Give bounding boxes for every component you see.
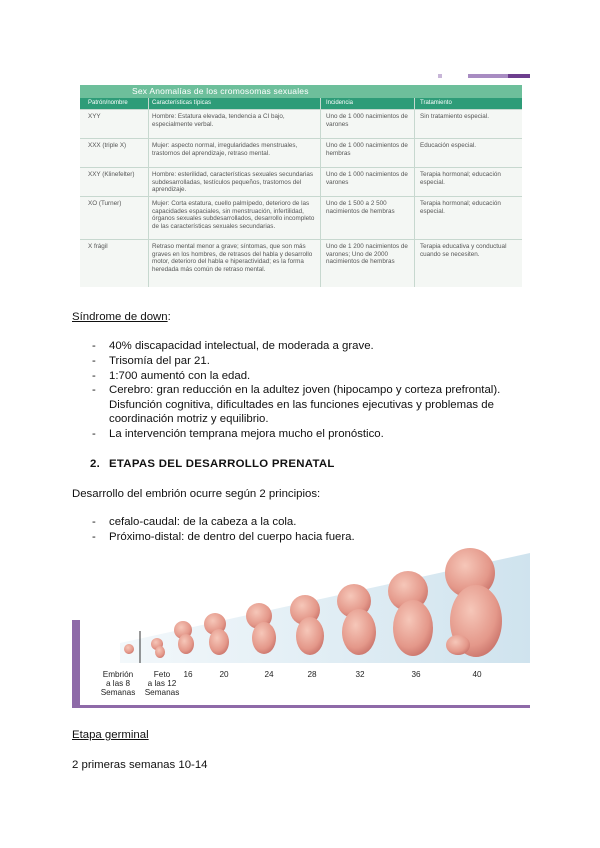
list-item: Próximo-distal: de dentro del cuerpo hacia fuera. (109, 531, 355, 543)
table-cell-traits: Mujer: aspecto normal, irregularidades menstruales, trastornos del aprendizaje, retraso mental. (152, 142, 298, 157)
table-cell-incidence: Uno de 1 200 nacimientos de varones; Uno de 2000 nacimientos de hembras (326, 243, 408, 266)
down-syndrome-title: Síndrome de down (72, 311, 168, 323)
bullet-dash: - (92, 531, 96, 543)
figure-label-week: 40 (472, 670, 482, 679)
list-item: La intervención temprana mejora mucho el pronóstico. (109, 428, 384, 440)
figure-label-embryo (96, 670, 140, 697)
bottom-purple-bar (72, 705, 530, 708)
bullet-dash: - (92, 340, 96, 352)
table-cell-name: XXX (triple X) (88, 142, 127, 149)
table-cell-treatment: Terapia hormonal; educación especial. (420, 200, 501, 215)
section-title: ETAPAS DEL DESARROLLO PRENATAL (109, 458, 335, 470)
figure-label-week: 24 (264, 670, 274, 679)
table-cell-name: X frágil (88, 243, 108, 250)
table-cell-treatment: Terapia hormonal; educación especial. (420, 171, 501, 186)
left-purple-bar (72, 620, 80, 708)
table-cell-traits: Retraso mental menor a grave; síntomas, que son más graves en los hombres, de retrasos del habla y desarrollo motor, deterioro del habla e hiperactividad; es la forma heredada más común de retraso mental. (152, 243, 313, 273)
table-cell-incidence: Uno de 1 000 nacimientos de varones (326, 113, 408, 128)
table-cell-treatment: Sin tratamiento especial. (420, 113, 489, 120)
bullet-dash: - (92, 516, 96, 528)
table-cell-name: XO (Turner) (88, 200, 122, 207)
figure-label-week: 28 (307, 670, 317, 679)
table-cell-traits: Mujer: Corta estatura, cuello palmípedo, deterioro de las capacidades espaciales, sin menstruación, infertilidad, órganos sexuales subdesarrollados, desarrollo incompleto de las características sexuales secundarias. (152, 200, 315, 230)
bullet-dash: - (92, 370, 96, 382)
table-title: Sex Anomalías de los cromosomas sexuales (132, 86, 309, 96)
table-cell-name: XYY (88, 113, 101, 120)
table-row (80, 138, 522, 167)
bullet-dash: - (92, 384, 96, 396)
list-item: Trisomía del par 21. (109, 355, 210, 367)
table-row (80, 239, 522, 287)
down-syndrome-colon: : (167, 311, 171, 323)
table-cell-traits: Hombre: Estatura elevada, tendencia a CI bajo, especialmente verbal. (152, 113, 285, 128)
sex-chromosome-anomalies-table (80, 85, 522, 287)
table-header-cell: Tratamiento (420, 100, 452, 106)
table-row (80, 196, 522, 239)
list-item: cefalo-caudal: de la cabeza a la cola. (109, 516, 297, 528)
bullet-dash: - (92, 355, 96, 367)
table-cell-treatment: Terapia educativa y conductual cuando se necesiten. (420, 243, 507, 258)
list-item: 1:700 aumentó con la edad. (109, 370, 251, 382)
table-title-bar (80, 85, 522, 98)
down-syndrome-heading (72, 311, 171, 323)
list-item: Cerebro: gran reducción en la adultez joven (hipocampo y corteza prefrontal). (109, 384, 501, 396)
list-item-continuation: Disfunción cognitiva, dificultades en las funciones ejecutivas y problemas de (109, 399, 494, 411)
embryo-8-weeks (124, 644, 134, 654)
table-cell-traits: Hombre: esterilidad, características sexuales secundarias subdesarrolladas, testículos pequeños, trastornos del aprendizaje. (152, 171, 313, 194)
figure-label-line: Feto a las 12 Semanas (144, 670, 180, 697)
bullet-dash: - (92, 428, 96, 440)
table-row (80, 167, 522, 196)
list-item-continuation: coordinación motriz y equilibrio. (109, 413, 269, 425)
table-header-cell: Características típicas (152, 100, 212, 106)
germinal-stage-title: Etapa germinal (72, 729, 149, 741)
table-header-cell: Incidencia (326, 100, 354, 106)
table-cell-treatment: Educación especial. (420, 142, 477, 149)
table-header-row (80, 98, 522, 109)
figure-label-line: Embrión a las 8 Semanas (100, 670, 136, 697)
table-cell-incidence: Uno de 1 000 nacimientos de hembras (326, 142, 408, 157)
list-item: 40% discapacidad intelectual, de moderada a grave. (109, 340, 374, 352)
figure-label-week: 32 (355, 670, 365, 679)
development-intro: Desarrollo del embrión ocurre según 2 principios: (72, 488, 321, 500)
prenatal-development-figure (72, 545, 530, 708)
section-number: 2. (90, 458, 101, 470)
table-cell-incidence: Uno de 1 000 nacimientos de varones (326, 171, 408, 186)
figure-label-week: 36 (411, 670, 421, 679)
germinal-stage-text: 2 primeras semanas 10-14 (72, 759, 208, 771)
table-header-cell: Patrón/nombre (88, 100, 128, 106)
table-row (80, 109, 522, 138)
table-cell-incidence: Uno de 1 500 a 2 500 nacimientos de hembras (326, 200, 395, 215)
figure-label-week: 16 (183, 670, 193, 679)
decorative-top-bar (438, 74, 530, 78)
figure-label-week: 20 (219, 670, 229, 679)
table-cell-name: XXY (Klinefelter) (88, 171, 135, 178)
